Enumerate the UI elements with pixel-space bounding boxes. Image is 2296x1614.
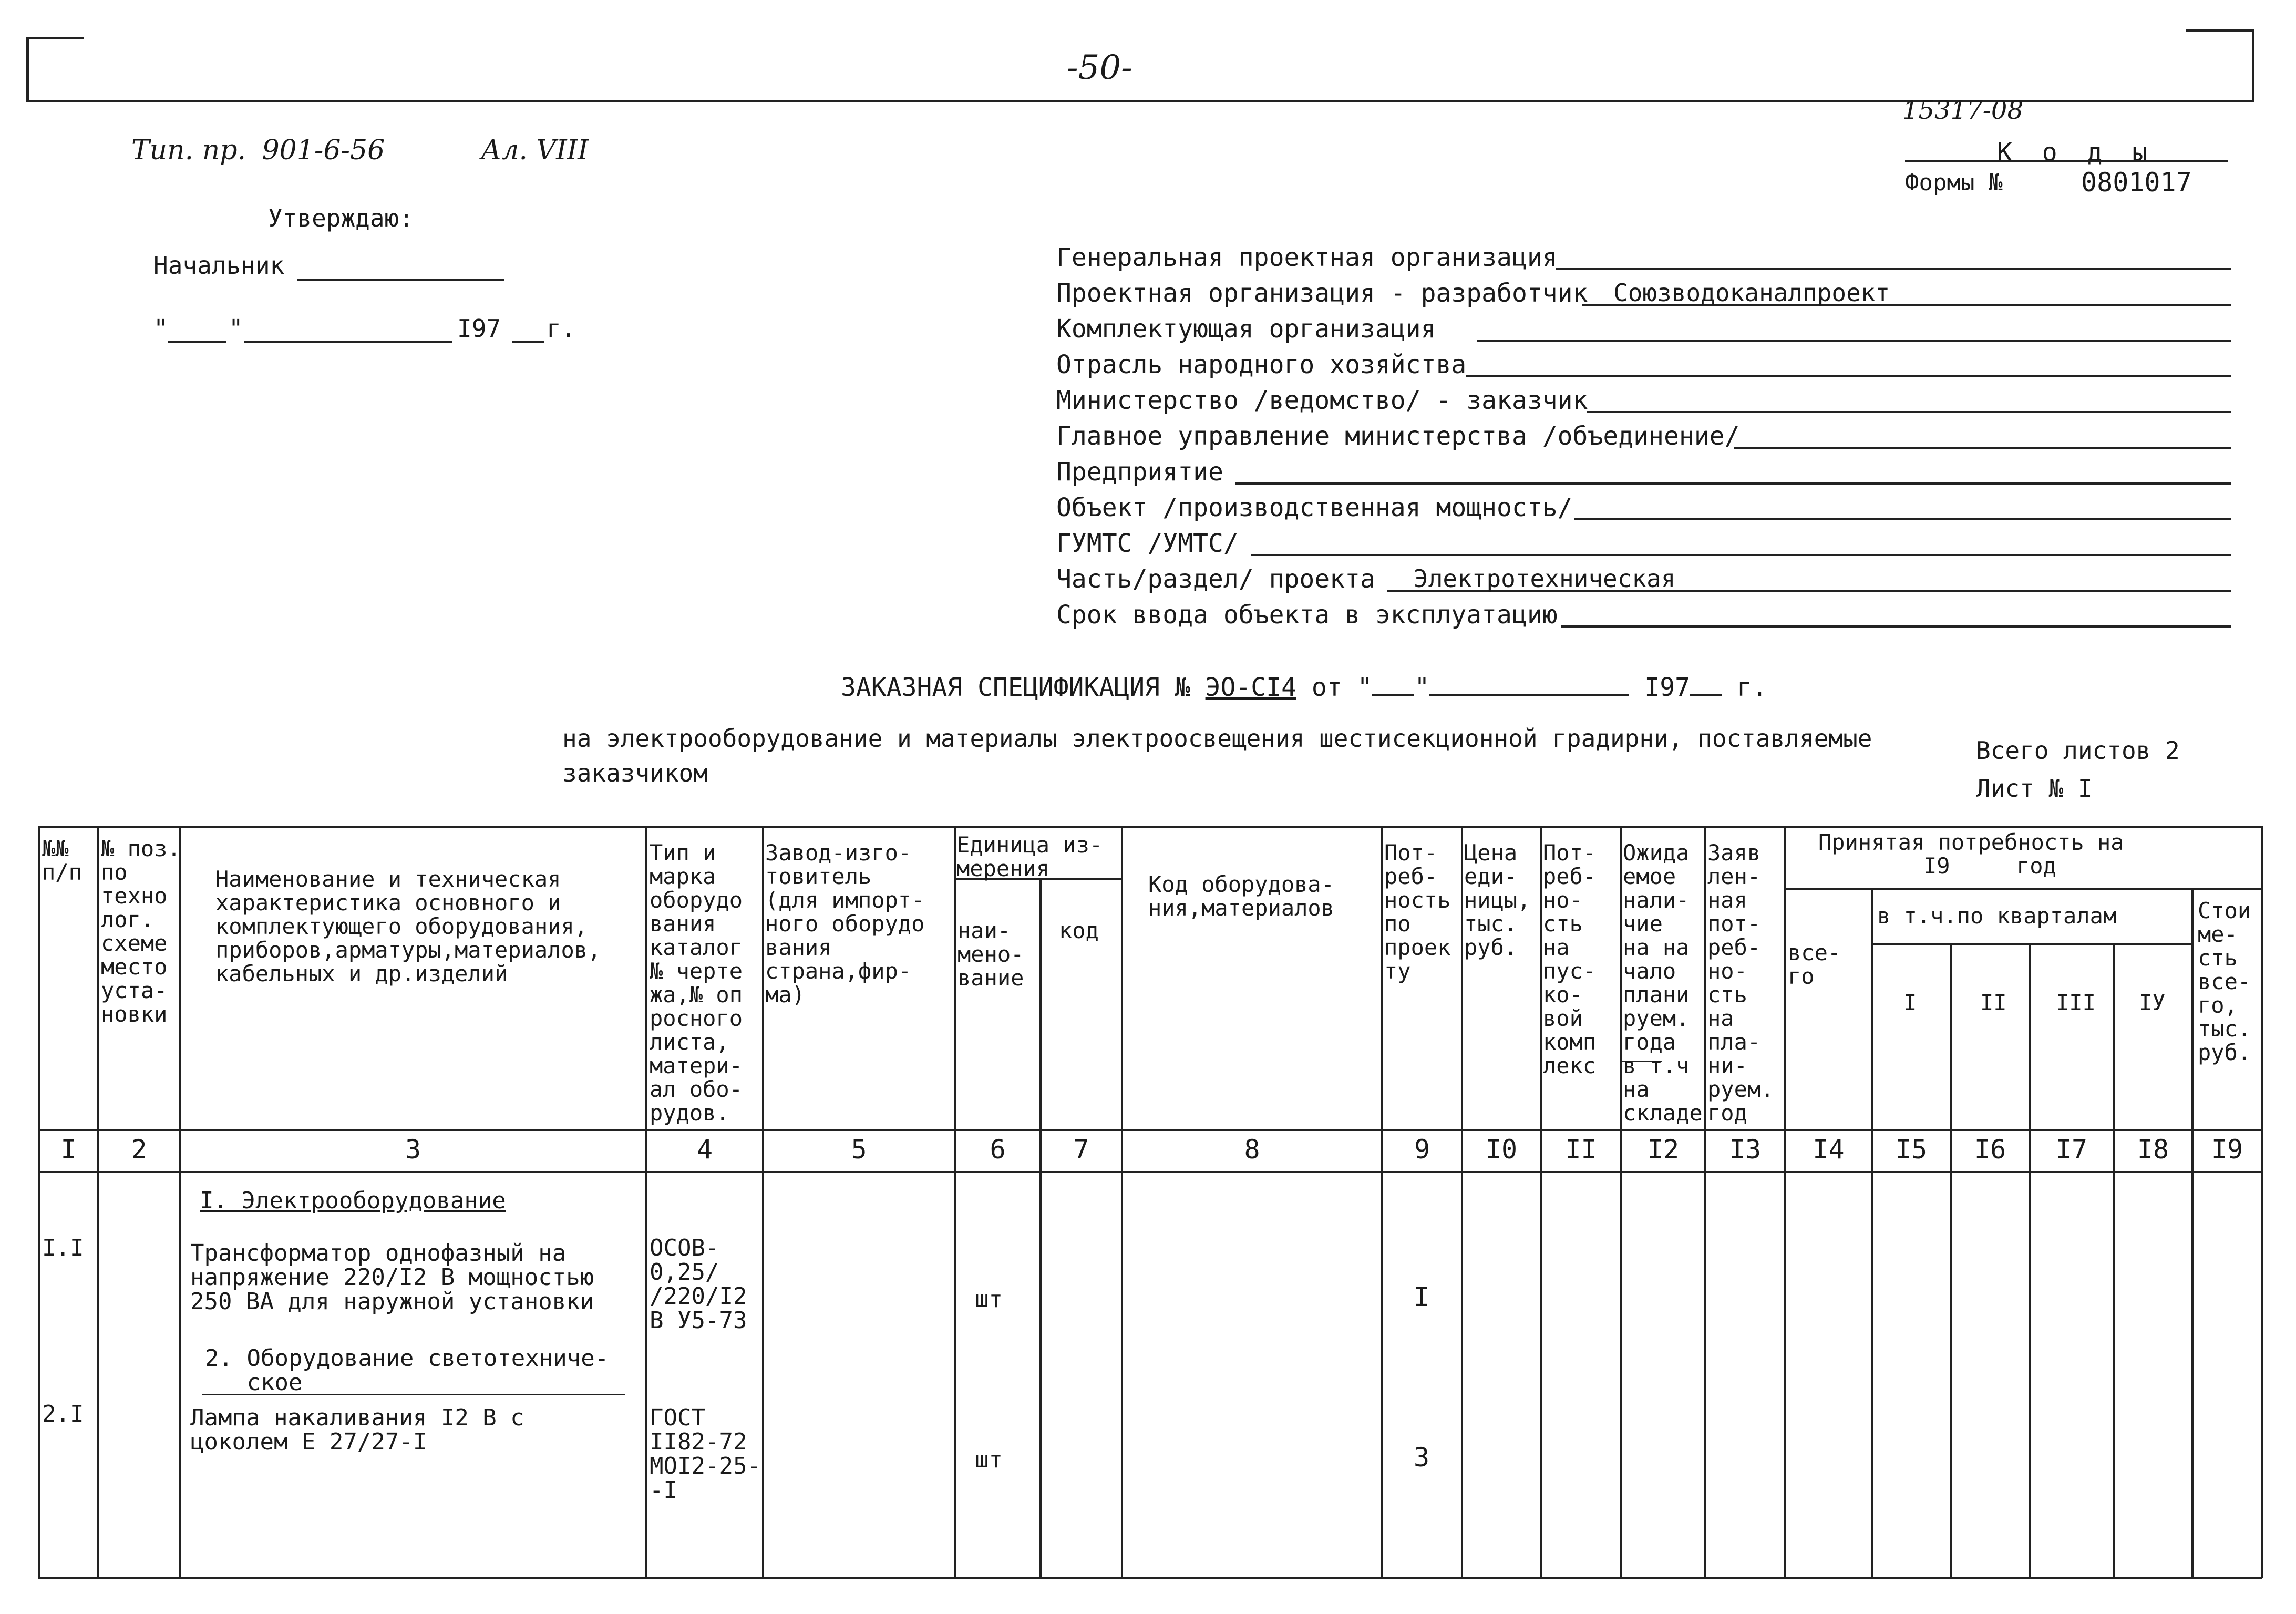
- column-number: 6: [990, 1134, 1006, 1165]
- header-accepted: Принятая потребность на: [1818, 829, 2124, 855]
- quarters-divider: [1871, 943, 2191, 945]
- org-label: Главное управление министерства /объединение/: [1056, 422, 1740, 451]
- frame-right-tick: [2186, 29, 2253, 32]
- col-line: [2113, 943, 2115, 1578]
- date-day-line: [168, 341, 226, 343]
- org-line: [1587, 411, 2231, 413]
- header-q2: II: [1980, 990, 2007, 1015]
- header-name: Наименование и техническая характеристика основного и комплектующего оборудования, приборов,арматуры,материалов, кабельных и др.изделий: [215, 866, 601, 986]
- spec-subtitle-line2: заказчиком: [562, 759, 708, 787]
- org-label: Отрасль народного хозяйства: [1056, 350, 1467, 379]
- date-year-line: [512, 341, 544, 343]
- col-line: [1704, 826, 1706, 1578]
- row-number: I.I: [42, 1235, 84, 1261]
- approval-signature-line: [297, 279, 504, 281]
- row-type: ОСОВ- 0,25/ /220/I2 В У5-73: [650, 1235, 747, 1334]
- column-number: 9: [1414, 1134, 1430, 1165]
- row-type: ГОСТ II82-72 МОI2-25- -I: [650, 1404, 761, 1504]
- table-header-divider: [38, 1129, 2262, 1131]
- spec-subtitle: [562, 721, 1929, 790]
- col-line: [954, 826, 956, 1578]
- spec-title: ЗАКАЗНАЯ СПЕЦИФИКАЦИЯ № ЭО-СI4 от " " I97 г.: [841, 673, 1767, 702]
- accepted-group-divider: [1784, 888, 2262, 890]
- header-expected: Ожида емое нали- чие на на чало плани руем. года в т.ч на складе: [1623, 840, 1703, 1126]
- org-label: Генеральная проектная организация: [1056, 243, 1558, 272]
- col-line: [1381, 826, 1383, 1578]
- col-line: [97, 826, 99, 1578]
- col-line: [2191, 888, 2194, 1578]
- frame-left-corner: [26, 37, 29, 102]
- org-line: [1251, 554, 2231, 556]
- header-need-project: Пот- реб- ность по проек ту: [1384, 840, 1451, 984]
- column-number: I3: [1729, 1134, 1762, 1165]
- row-name: Трансформатор однофазный на напряжение 220/I2 В мощностью 250 ВА для наружной установки: [190, 1240, 594, 1315]
- spec-subtitle-line1: на электрооборудование и материалы электроосвещения шестисекционной градирни, поставляемые: [562, 724, 1872, 753]
- row-name: Лампа накаливания I2 В с цоколем Е 27/27-I: [190, 1404, 524, 1455]
- header-row-number: №№ п/п: [42, 836, 82, 885]
- col-line: [1871, 888, 1873, 1578]
- header-quarters: в т.ч.по кварталам: [1877, 903, 2117, 929]
- col-line: [2261, 826, 2263, 1578]
- column-number: 8: [1244, 1134, 1260, 1165]
- section-heading: I. Электрооборудование: [200, 1187, 506, 1214]
- header-total: все- го: [1788, 940, 1841, 989]
- header-q4: IУ: [2139, 990, 2166, 1015]
- header-accepted-year: I9 год: [1923, 853, 2056, 879]
- org-line: [1556, 268, 2231, 270]
- header-q1: I: [1903, 990, 1917, 1015]
- header-manufacturer: Завод-изго- товитель (для импорт- ного оборудо вания страна,фир- ма): [765, 840, 925, 1008]
- header-type: Тип и марка оборудо вания каталог № черте жа,№ оп росного листа, матери- ал обо- рудов.: [650, 840, 743, 1126]
- row-unit: шт: [975, 1446, 1003, 1473]
- col-line: [1121, 826, 1123, 1578]
- column-number: 3: [405, 1134, 421, 1165]
- header-unit-price: Цена еди- ницы, тыс. руб.: [1464, 840, 1531, 960]
- org-line: [1466, 375, 2231, 377]
- typical-project-label: Тип. пр.: [131, 135, 246, 166]
- header-q3: III: [2056, 990, 2096, 1015]
- col-line: [2029, 943, 2031, 1578]
- album-number: Ал. VIII: [481, 135, 589, 166]
- stamp-code: 15317-08: [1902, 96, 2023, 125]
- column-number: 2: [131, 1134, 147, 1165]
- org-value-developer: Союзводоканалпроект: [1613, 279, 1890, 307]
- approval-chief: Начальник: [153, 251, 285, 280]
- col-line: [762, 826, 764, 1578]
- column-number: I7: [2055, 1134, 2088, 1165]
- org-line: [1734, 447, 2231, 449]
- org-label: Срок ввода объекта в эксплуатацию: [1056, 600, 1558, 630]
- form-value: 0801017: [2081, 167, 2192, 198]
- org-label: Проектная организация - разработчик: [1056, 279, 1588, 308]
- sheet-number: Лист № I: [1976, 774, 2093, 803]
- org-line: [1574, 518, 2231, 520]
- section-heading: 2. Оборудование светотехниче- ское: [205, 1345, 609, 1396]
- org-value-section: Электротехническая: [1414, 564, 1676, 593]
- form-label: Формы №: [1905, 169, 2003, 196]
- row-unit: шт: [975, 1286, 1003, 1313]
- column-number: 7: [1073, 1134, 1089, 1165]
- col-line: [1620, 826, 1622, 1578]
- date-year-prefix: I97: [457, 314, 501, 343]
- row-number: 2.I: [42, 1401, 84, 1427]
- column-number: I4: [1813, 1134, 1845, 1165]
- table-top-border: [38, 826, 2262, 828]
- date-quote-open: ": [153, 314, 168, 343]
- header-equipment-code: Код оборудова- ния,материалов: [1148, 871, 1335, 921]
- frame-left-tick: [26, 37, 84, 39]
- spec-number: ЭО-СI4: [1205, 673, 1296, 702]
- column-number: I0: [1485, 1134, 1518, 1165]
- org-label: Министерство /ведомство/ - заказчик: [1056, 386, 1588, 415]
- frame-right-corner: [2252, 29, 2254, 102]
- column-number: I9: [2211, 1134, 2243, 1165]
- column-number: I2: [1647, 1134, 1680, 1165]
- org-label: Объект /производственная мощность/: [1056, 493, 1573, 522]
- typical-project: [131, 135, 385, 166]
- column-number: I8: [2137, 1134, 2169, 1165]
- typical-project-number: 901-6-56: [262, 135, 385, 166]
- org-label: Предприятие: [1056, 457, 1223, 487]
- col-line: [1540, 826, 1542, 1578]
- section-underline: [202, 1394, 625, 1395]
- spec-title-from: от: [1311, 673, 1342, 702]
- date-quote-close: ": [229, 314, 243, 343]
- col-line: [1950, 943, 1952, 1578]
- col-line: [38, 826, 40, 1578]
- table-bottom-border: [38, 1577, 2262, 1579]
- header-unit-group: Единица из- мерения: [956, 832, 1103, 881]
- page-number: -50-: [1067, 48, 1132, 87]
- spec-title-year: I97: [1644, 673, 1690, 702]
- header-cost: Стои ме- сть все- го, тыс. руб.: [2198, 898, 2251, 1065]
- org-line: [1477, 340, 2231, 342]
- date-month-line: [244, 341, 452, 343]
- header-declared: Заяв лен- ная пот- реб- но- сть на пла- ни- руем. год: [1707, 840, 1774, 1126]
- codes-line: [1905, 160, 2228, 162]
- org-label: ГУМТС /УМТС/: [1056, 529, 1239, 558]
- spec-title-g: г.: [1736, 673, 1767, 702]
- org-label: Часть/раздел/ проекта: [1056, 564, 1375, 594]
- col-line: [1039, 878, 1042, 1578]
- date-year-suffix: г.: [547, 314, 576, 343]
- header-startup-need: Пот- реб- но- сть на пус- ко- вой комп лекс: [1543, 840, 1597, 1078]
- row-quantity: 3: [1414, 1442, 1430, 1473]
- column-number: I6: [1974, 1134, 2006, 1165]
- column-number: I: [60, 1134, 77, 1165]
- column-number: II: [1565, 1134, 1597, 1165]
- table-numbers-divider: [38, 1171, 2262, 1173]
- col-line: [645, 826, 647, 1578]
- header-unit-code: код: [1059, 918, 1099, 943]
- header-position: № поз. по техно лог. схеме место уста- новки: [101, 836, 181, 1027]
- column-number: 4: [696, 1134, 713, 1165]
- column-number: 5: [851, 1134, 867, 1165]
- spec-title-prefix: ЗАКАЗНАЯ СПЕЦИФИКАЦИЯ №: [841, 673, 1190, 702]
- org-line: [1561, 625, 2231, 628]
- row-quantity: I: [1414, 1282, 1430, 1312]
- sheets-info: [1976, 732, 2180, 807]
- org-label: Комплектующая организация: [1056, 314, 1436, 344]
- column-number: I5: [1895, 1134, 1928, 1165]
- col-line: [1461, 826, 1463, 1578]
- codes-label: К о д ы: [1997, 138, 2155, 167]
- org-line: [1235, 482, 2231, 485]
- total-sheets: Всего листов 2: [1976, 736, 2180, 765]
- approval-caption: Утверждаю:: [268, 204, 414, 232]
- header-unit-name: наи- мено- вание: [957, 918, 1024, 991]
- col-line: [1784, 826, 1786, 1578]
